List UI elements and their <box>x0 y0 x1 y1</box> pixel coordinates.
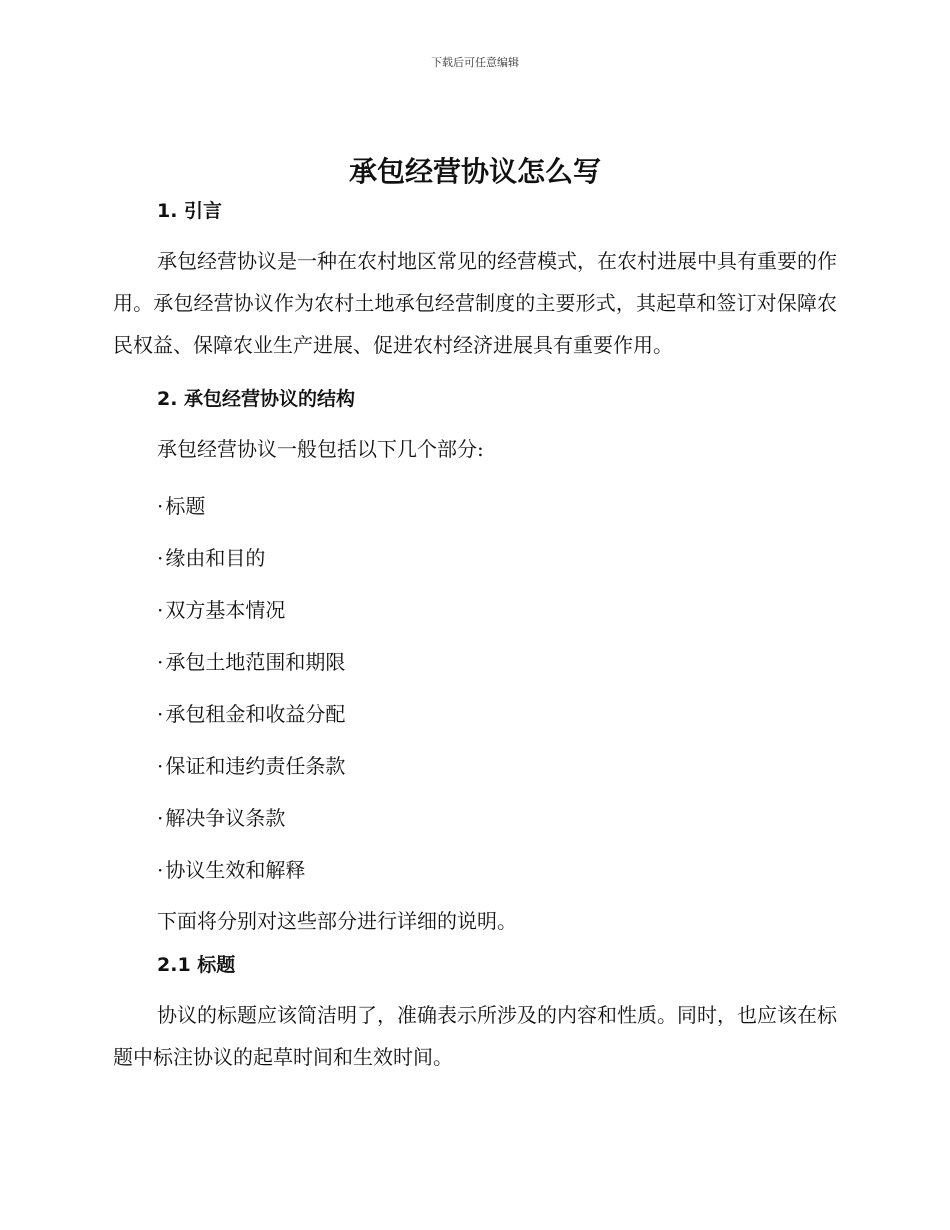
document-title: 承包经营协议怎么写 <box>348 155 601 188</box>
list-item: · 承包土地范围和期限 <box>113 636 837 688</box>
list-item: · 承包租金和收益分配 <box>113 688 837 740</box>
list-item: · 缘由和目的 <box>113 532 837 584</box>
intro-paragraph: 承包经营协议是一种在农村地区常见的经营模式，在农村进展中具有重要的作用。承包经营协议作为农村土地承包经营制度的主要形式，其起草和签订对保障农民权益、保障农业生产进展、促进农村经济进展具有重要作用。 <box>113 249 837 357</box>
list-item: · 标题 <box>113 480 837 532</box>
structure-outro-paragraph: 下面将分别对这些部分进行详细的说明。 <box>157 909 517 933</box>
list-item: · 保证和违约责任条款 <box>113 740 837 792</box>
header-note: 下载后可任意编辑 <box>431 56 519 69</box>
list-item: · 双方基本情况 <box>113 584 837 636</box>
title-section-paragraph: 协议的标题应该简洁明了，准确表示所涉及的内容和性质。同时，也应该在标题中标注协议的起草时间和生效时间。 <box>113 1003 837 1069</box>
section-heading-title: 2.1 标题 <box>157 954 236 976</box>
structure-lead-paragraph: 承包经营协议一般包括以下几个部分: <box>157 437 484 461</box>
section-heading-intro: 1. 引言 <box>157 200 223 222</box>
section-heading-structure: 2. 承包经营协议的结构 <box>157 388 356 410</box>
list-item: · 解决争议条款 <box>113 792 837 844</box>
document-body <box>113 196 837 1078</box>
structure-list <box>113 480 837 896</box>
list-item: · 协议生效和解释 <box>113 844 837 896</box>
